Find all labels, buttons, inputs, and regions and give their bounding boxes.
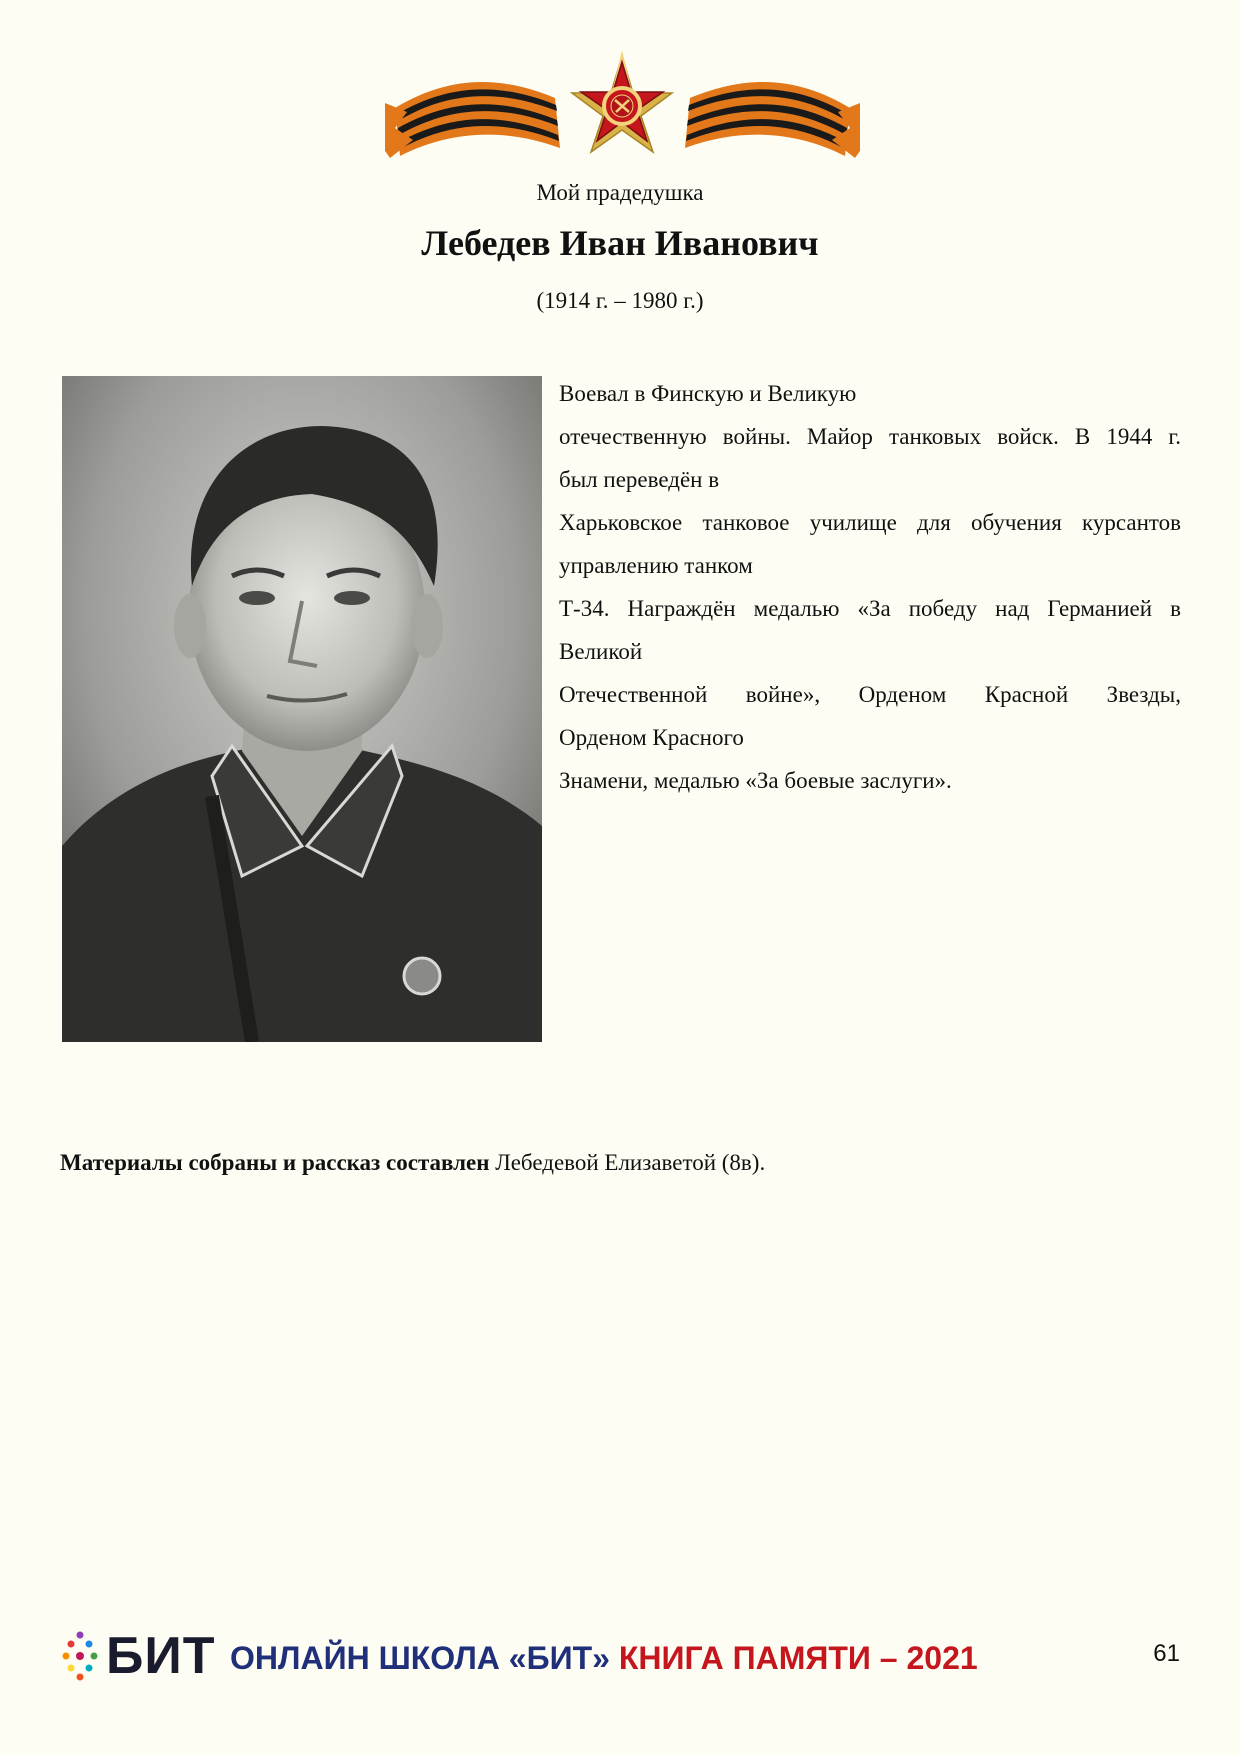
footer-title [230, 1640, 978, 1677]
bio-line: Знамени, медалью «За боевые заслуги». [559, 768, 952, 793]
biography-text [559, 372, 1181, 802]
page-number: 61 [1153, 1640, 1180, 1667]
bio-line: Отечественной войне», Орденом Красной Звезды, [559, 682, 1181, 707]
book-title: КНИГА ПАМЯТИ – 2021 [609, 1640, 978, 1676]
credit-label: Материалы собраны и рассказ составлен [60, 1150, 490, 1175]
bio-line: Харьковское танковое училище для обучения курсантов [559, 510, 1181, 535]
bio-line: Воевал в Финскую и Великую [559, 381, 857, 406]
order-of-patriotic-war-icon [572, 50, 672, 152]
person-name: Лебедев Иван Иванович [421, 223, 819, 263]
bio-line: управлению танком [559, 553, 753, 578]
credit-author: Лебедевой Елизаветой (8в). [489, 1150, 766, 1175]
bio-line: отечественную войны. Майор танковых войск. В 1944 г. [559, 424, 1181, 449]
subtitle: Мой прадедушка [536, 180, 704, 205]
st-george-ribbon-icon [385, 48, 860, 168]
bit-logo-icon [60, 1630, 100, 1682]
author-credit [60, 1150, 765, 1176]
bio-line: Великой [559, 639, 643, 664]
portrait-photo [62, 376, 542, 1042]
bio-line: Орденом Красного [559, 725, 744, 750]
bio-line: Т-34. Награждён медалью «За победу над Германией в [559, 596, 1181, 621]
page-footer [60, 1628, 1190, 1684]
bit-logo-text: БИТ [106, 1627, 216, 1685]
bio-line: был переведён в [559, 467, 720, 492]
life-years: (1914 г. – 1980 г.) [536, 288, 704, 313]
school-name: ОНЛАЙН ШКОЛА «БИТ» [230, 1640, 610, 1676]
